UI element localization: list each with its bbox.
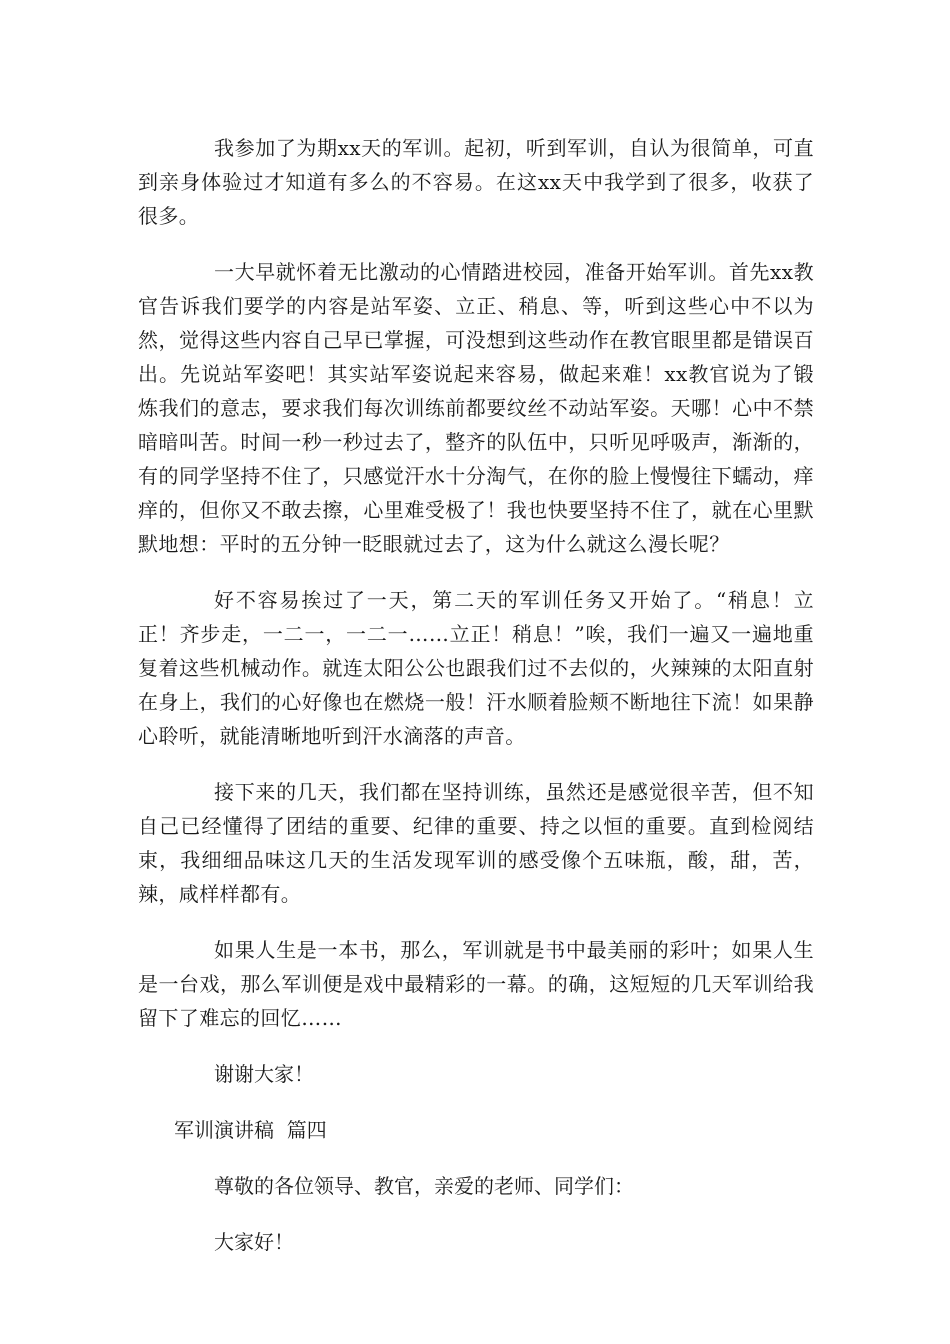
section-heading: 军训演讲稿 篇四 xyxy=(174,1118,327,1142)
salutation-line: 尊敬的各位领导、教官，亲爱的老师、同学们： xyxy=(214,1174,634,1198)
paragraph-conclusion: 如果人生是一本书，那么，军训就是书中最美丽的彩叶；如果人生是一台戏，那么军训便是戏中最精彩的一幕。的确，这短短的几天军训给我留下了难忘的回忆…… xyxy=(138,938,814,1030)
thanks-line: 谢谢大家！ xyxy=(214,1062,314,1086)
paragraph-following-days: 接下来的几天，我们都在坚持训练，虽然还是感觉很辛苦，但不知自己已经懂得了团结的重要、纪律的重要、持之以恒的重要。直到检阅结束，我细细品味这几天的生活发现军训的感受像个五味瓶，酸，甜，苦，辣，咸样样都有。 xyxy=(138,780,814,906)
document-body xyxy=(138,131,814,1281)
paragraph-intro: 我参加了为期xx天的军训。起初，听到军训，自认为很简单，可直到亲身体验过才知道有多么的不容易。在这xx天中我学到了很多，收获了很多。 xyxy=(138,136,814,228)
greeting-line: 大家好！ xyxy=(214,1230,294,1254)
paragraph-first-day: 一大早就怀着无比激动的心情踏进校园，准备开始军训。首先xx教官告诉我们要学的内容是站军姿、立正、稍息、等，听到这些心中不以为然，觉得这些内容自己早已掌握，可没想到这些动作在教官眼里都是错误百出。先说站军姿吧！其实站军姿说起来容易，做起来难！xx教官说为了锻炼我们的意志，要求我们每次训练前都要纹丝不动站军姿。天哪！心中不禁暗暗叫苦。时间一秒一秒过去了，整齐的队伍中，只听见呼吸声，渐渐的，有的同学坚持不住了，只感觉汗水十分淘气，在你的脸上慢慢往下蠕动，痒痒的，但你又不敢去擦，心里难受极了！我也快要坚持不住了，就在心里默默地想：平时的五分钟一眨眼就过去了，这为什么就这么漫长呢？ xyxy=(138,260,814,556)
paragraph-second-day: 好不容易挨过了一天，第二天的军训任务又开始了。“稍息！立正！齐步走，一二一，一二一……立正！稍息！”唉，我们一遍又一遍地重复着这些机械动作。就连太阳公公也跟我们过不去似的，火辣辣的太阳直射在身上，我们的心好像也在燃烧一般！汗水顺着脸颊不断地往下流！如果静心聆听，就能清晰地听到汗水滴落的声音。 xyxy=(138,588,814,748)
